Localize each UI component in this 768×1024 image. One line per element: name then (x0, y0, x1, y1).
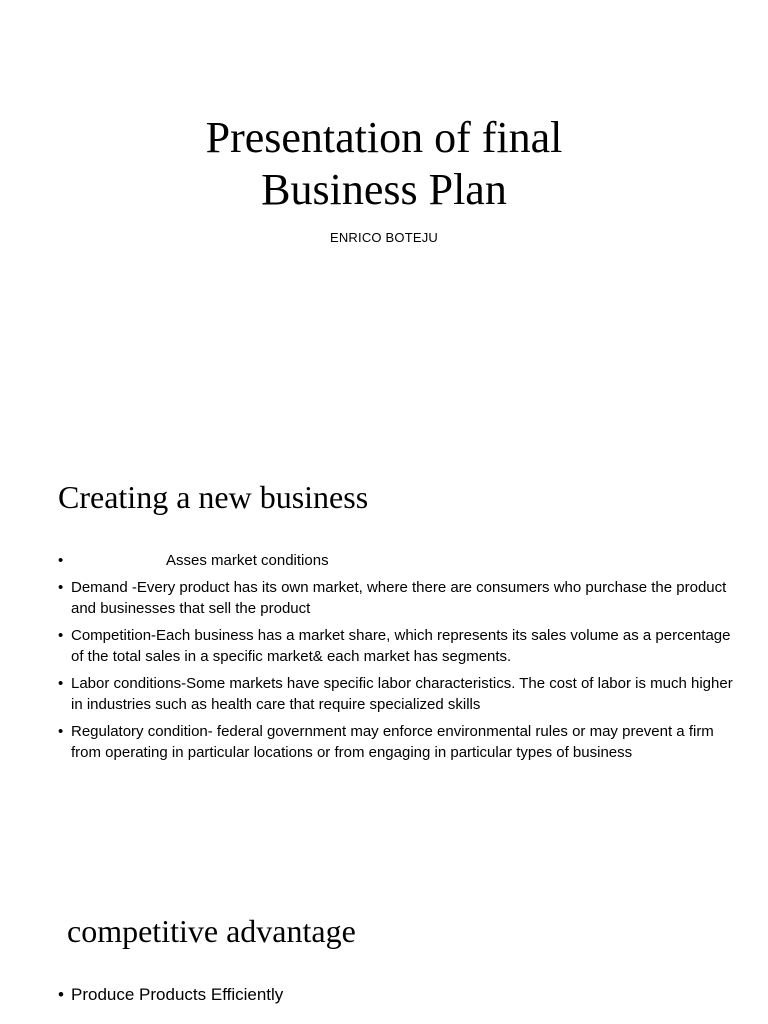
bullet-icon: • (58, 627, 64, 644)
list-item (58, 721, 738, 763)
competitive-advantage-slide (0, 880, 768, 1024)
bullet-icon: • (58, 675, 64, 692)
bullet-icon: • (58, 985, 64, 1004)
list-item (58, 550, 738, 571)
title-line-1: Presentation of final (205, 113, 563, 162)
list-item-text: Regulatory condition- federal government may enforce environmental rules or may prevent a firm from operating in particular locations or from engaging in particular types of business (71, 723, 714, 761)
slide-heading: Creating a new business (58, 479, 369, 515)
bullet-icon: • (58, 723, 64, 740)
list-item-text: Competition-Each business has a market share, which represents its sales volume as a percentage of the total sales in a specific market& each market has segments. (71, 627, 731, 665)
list-item-text: Demand -Every product has its own market, where there are consumers who purchase the product and businesses that sell the product (71, 579, 727, 617)
creating-business-slide (0, 440, 768, 840)
list-item (58, 673, 738, 715)
presentation-title (0, 112, 768, 216)
list-item-text: Labor conditions-Some markets have specific labor characteristics. The cost of labor is much higher in industries such as health care that require specialized skills (71, 675, 733, 713)
list-item (58, 625, 738, 667)
list-item (58, 577, 738, 619)
title-slide (0, 0, 768, 400)
bullet-list (58, 550, 738, 769)
bullet-icon: • (58, 552, 64, 569)
list-item (58, 983, 738, 1007)
list-item-text: Asses market conditions (166, 552, 329, 569)
bullet-list (58, 983, 738, 1013)
list-item-text: Produce Products Efficiently (71, 985, 284, 1004)
title-line-2: Business Plan (261, 165, 507, 214)
author-name: ENRICO BOTEJU (329, 230, 439, 245)
bullet-icon: • (58, 579, 64, 596)
slide-heading: competitive advantage (67, 913, 356, 949)
